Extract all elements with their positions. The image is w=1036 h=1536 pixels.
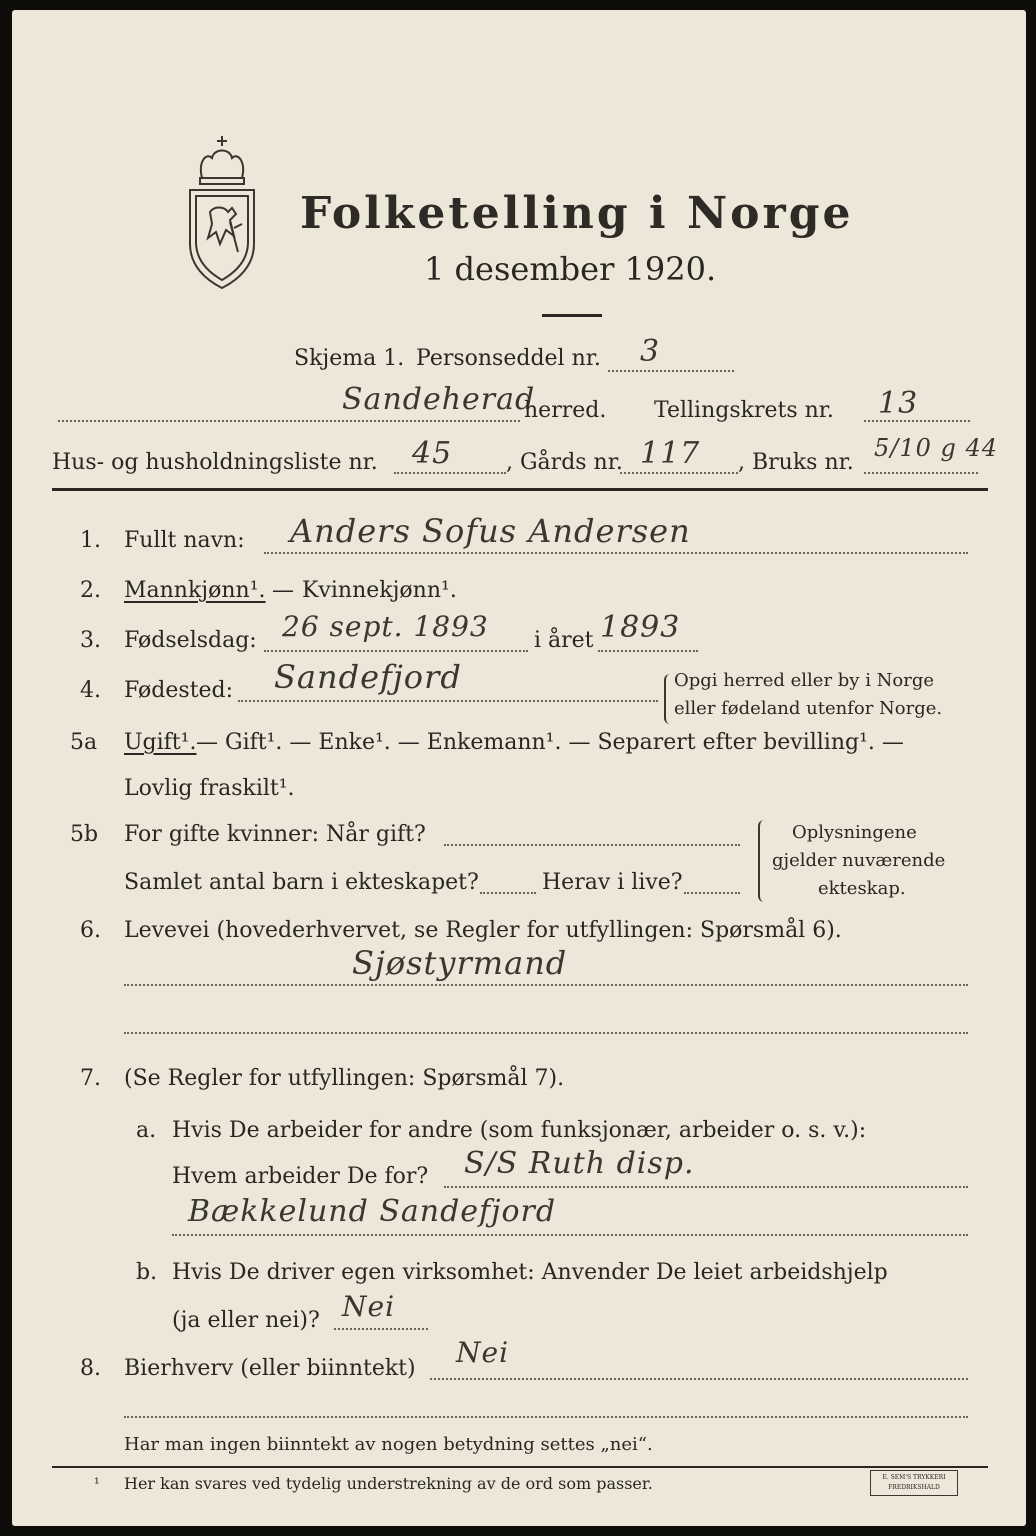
q5b-number: 5b [70,822,99,847]
gards-value: 117 [640,436,701,471]
tellingskrets-label: Tellingskrets nr. [654,398,834,423]
q4-line [238,700,658,702]
q8-line2 [124,1416,968,1418]
hus-label: Hus- og husholdningsliste nr. [52,450,378,475]
q8-number: 8. [80,1356,101,1381]
q7b-question: (ja eller nei)? [172,1308,320,1333]
coat-of-arms-icon [180,132,264,292]
q2-mannkjonn: Mannkjønn¹. [124,578,266,603]
q5a-line2: Lovlig fraskilt¹. [124,776,295,801]
q5b-label1: For gifte kvinner: Når gift? [124,822,426,847]
q6-line1 [124,984,968,986]
q6-value: Sjøstyrmand [352,944,568,982]
q6-number: 6. [80,918,101,943]
q7a-value2: Bækkelund Sandefjord [188,1194,557,1229]
herred-line [58,420,520,422]
footnote-mark: ¹ [94,1476,100,1492]
q5b-note-line1: Oplysningene [792,822,917,843]
q6-line2 [124,1032,968,1034]
q7-label: (Se Regler for utfyllingen: Spørsmål 7). [124,1066,565,1091]
census-date: 1 desember 1920. [424,250,717,288]
q3-line [264,650,528,652]
q4-brace [664,674,672,724]
q6-label: Levevei (hovederhvervet, se Regler for utfyllingen: Spørsmål 6). [124,918,842,943]
gards-label: , Gårds nr. [506,450,623,475]
q5b-note-line3: ekteskap. [818,878,906,899]
q3-number: 3. [80,628,101,653]
q2-dash: — [272,578,294,603]
q5b-line2 [480,892,536,894]
printer-stamp-line2: FREDRIKSHALD [888,1484,940,1491]
q4-note-line2: eller fødeland utenfor Norge. [674,698,943,719]
q1-number: 1. [80,528,101,553]
q7b-value: Nei [342,1290,396,1323]
q5a-number: 5a [70,730,98,755]
q8-label: Bierhverv (eller biinntekt) [124,1356,416,1381]
personseddel-value: 3 [640,334,661,369]
footnote-text: Her kan svares ved tydelig understrekning av de ord som passer. [124,1474,653,1493]
q7b-letter: b. [136,1260,158,1285]
skjema-label: Skjema 1. [294,346,405,371]
personseddel-label: Personseddel nr. [416,346,601,371]
bruks-line [864,472,978,474]
q2-number: 2. [80,578,101,603]
q1-label: Fullt navn: [124,528,245,553]
q7b-label: Hvis De driver egen virksomhet: Anvender De leiet arbeidshjelp [172,1260,888,1285]
q4-note-line1: Opgi herred eller by i Norge [674,670,935,691]
footer-rule [52,1466,988,1468]
q8-line1 [430,1378,968,1380]
census-form-sheet [12,10,1026,1526]
q7a-letter: a. [136,1118,157,1143]
q5b-note-line2: gjelder nuværende [772,850,946,871]
q7a-line2 [172,1234,968,1236]
q7a-label: Hvis De arbeider for andre (som funksjonær, arbeider o. s. v.): [172,1118,867,1143]
q3-aret-line [598,650,698,652]
q8-value: Nei [456,1336,510,1369]
printer-stamp-line1: E. SEM'S TRYKKERI [882,1474,946,1481]
tellingskrets-value: 13 [878,386,919,421]
hus-line [394,472,506,474]
q3-value: 26 sept. 1893 [282,610,489,643]
q1-value: Anders Sofus Andersen [290,512,691,550]
q5b-line3 [684,892,740,894]
herred-value: Sandeherad [342,382,536,417]
hus-value: 45 [412,436,453,471]
title-divider [542,314,602,317]
personseddel-line [608,370,734,372]
header-rule [52,488,988,491]
q7a-value1: S/S Ruth disp. [464,1146,695,1181]
bruks-value: 5/10 g 44 [874,434,999,462]
bruks-label: , Bruks nr. [738,450,854,475]
q5a-options: — Gift¹. — Enke¹. — Enkemann¹. — Separert efter bevilling¹. — [196,730,904,755]
q4-label: Fødested: [124,678,234,703]
q4-value: Sandefjord [274,658,462,696]
q4-number: 4. [80,678,101,703]
q3-label: Fødselsdag: [124,628,257,653]
gards-line [620,472,738,474]
printer-stamp [870,1470,958,1496]
herred-label: herred. [524,398,607,423]
footer-note: Har man ingen biinntekt av nogen betydning settes „nei“. [124,1434,653,1455]
q5b-line1 [444,844,740,846]
q5b-label2: Samlet antal barn i ekteskapet? [124,870,479,895]
q5a-ugift: Ugift¹. [124,730,197,755]
q7a-line1 [444,1186,968,1188]
q3-aret-value: 1893 [600,610,681,645]
q2-kvinnekjonn: Kvinnekjønn¹. [302,578,457,603]
q5b-brace [758,820,766,902]
form-title: Folketelling i Norge [300,188,854,239]
q3-aret-label: i året [534,628,594,653]
q1-line [264,552,968,554]
q5b-label3: Herav i live? [542,870,683,895]
q7b-line [334,1328,428,1330]
q7a-question: Hvem arbeider De for? [172,1164,429,1189]
q7-number: 7. [80,1066,101,1091]
